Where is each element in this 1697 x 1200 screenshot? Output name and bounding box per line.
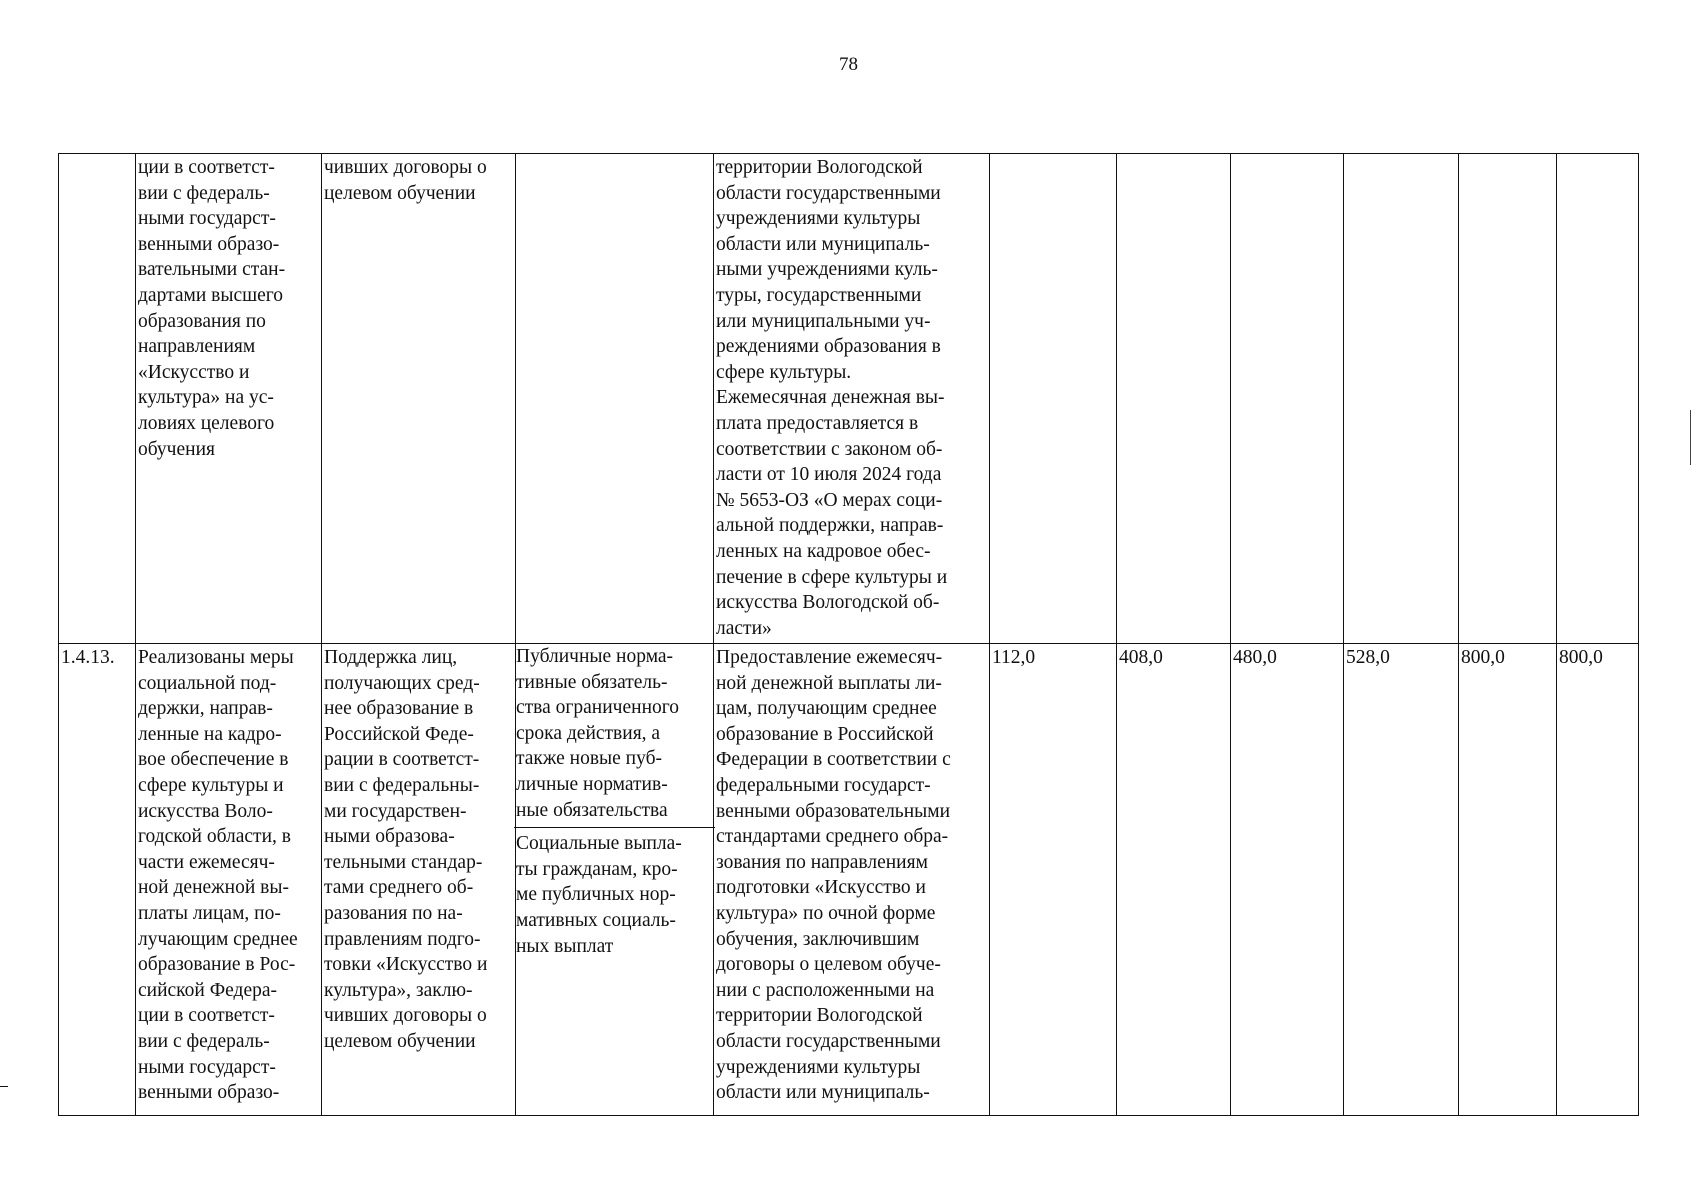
cell-value: 480,0 — [1231, 644, 1344, 1116]
page-number: 78 — [839, 54, 858, 75]
cell-value: 408,0 — [1117, 644, 1231, 1116]
cell-measure: Поддержка лиц, получающих сред- нее образование в Российской Феде- рации в соответст- вии с федеральны- ми государствен- ными образова- тельными стандар- тами среднего об- разования по на- правлениям подго- товки «Искусство и культура», заклю- чивших договоры о целевом обучении — [322, 644, 516, 1116]
cell-value — [1231, 154, 1344, 644]
cell-result: Реализованы меры социальной под- держки, направ- ленные на кадро- вое обеспечение в сфере культуры и искусства Воло- годской области, в части ежемесяч- ной денежной вы- платы лицам, по- лучающим среднее образование в Рос- сийской Федера- ции в соответст- вии с федераль- ными государст- венными образо- — [136, 644, 322, 1116]
table-row — [59, 154, 1639, 644]
cell-value: 800,0 — [1459, 644, 1557, 1116]
scan-edge-mark — [1690, 410, 1691, 465]
cell-value — [1459, 154, 1557, 644]
cell-obligation-type — [516, 154, 714, 644]
obligation-social: Социальные выпла- ты гражданам, кро- ме публичных нор- мативных социаль- ных выплат — [516, 833, 682, 957]
cell-value — [1117, 154, 1231, 644]
cell-number — [59, 154, 136, 644]
cell-value — [1344, 154, 1459, 644]
program-table — [58, 153, 1639, 1116]
cell-description: Предоставление ежемесяч- ной денежной выплаты ли- цам, получающим среднее образование в Российской Федерации в соответствии с федеральными государст- венными образовательными стандартами среднего обра- зования по направлениям подготовки «Искусство и культура» по очной форме обучения, заключившим договоры о целевом обуче- нии с расположенными на территории Вологодской области государственными учреждениями культуры области или муниципаль- — [714, 644, 990, 1116]
cell-number: 1.4.13. — [59, 644, 136, 1116]
cell-description: территории Вологодской области государственными учреждениями культуры области или муниципаль- ными учреждениями куль- туры, государственными или муниципальными уч- реждениями образования в сфере культуры. Ежемесячная денежная вы- плата предоставляется в соответствии с законом об- ласти от 10 июля 2024 года № 5653-ОЗ «О мерах соци- альной поддержки, направ- ленных на кадровое обес- печение в сфере культуры и искусства Вологодской об- ласти» — [714, 154, 990, 644]
cell-result: ции в соответст- вии с федераль- ными государст- венными образо- вательными стан- дартами высшего образования по направлениям «Искусство и культура» на ус- ловиях целевого обучения — [136, 154, 322, 644]
table-row — [59, 644, 1639, 1116]
cell-value — [1557, 154, 1639, 644]
cell-value: 528,0 — [1344, 644, 1459, 1116]
obligation-public: Публичные норма- тивные обязатель- ства ограниченного срока действия, а также новые пуб- личные норматив- ные обязательства — [514, 643, 715, 828]
cell-obligation-type — [516, 644, 714, 1116]
cell-measure: чивших договоры о целевом обучении — [322, 154, 516, 644]
margin-mark — [0, 1086, 8, 1087]
cell-value — [990, 154, 1117, 644]
cell-value: 112,0 — [990, 644, 1117, 1116]
cell-value: 800,0 — [1557, 644, 1639, 1116]
